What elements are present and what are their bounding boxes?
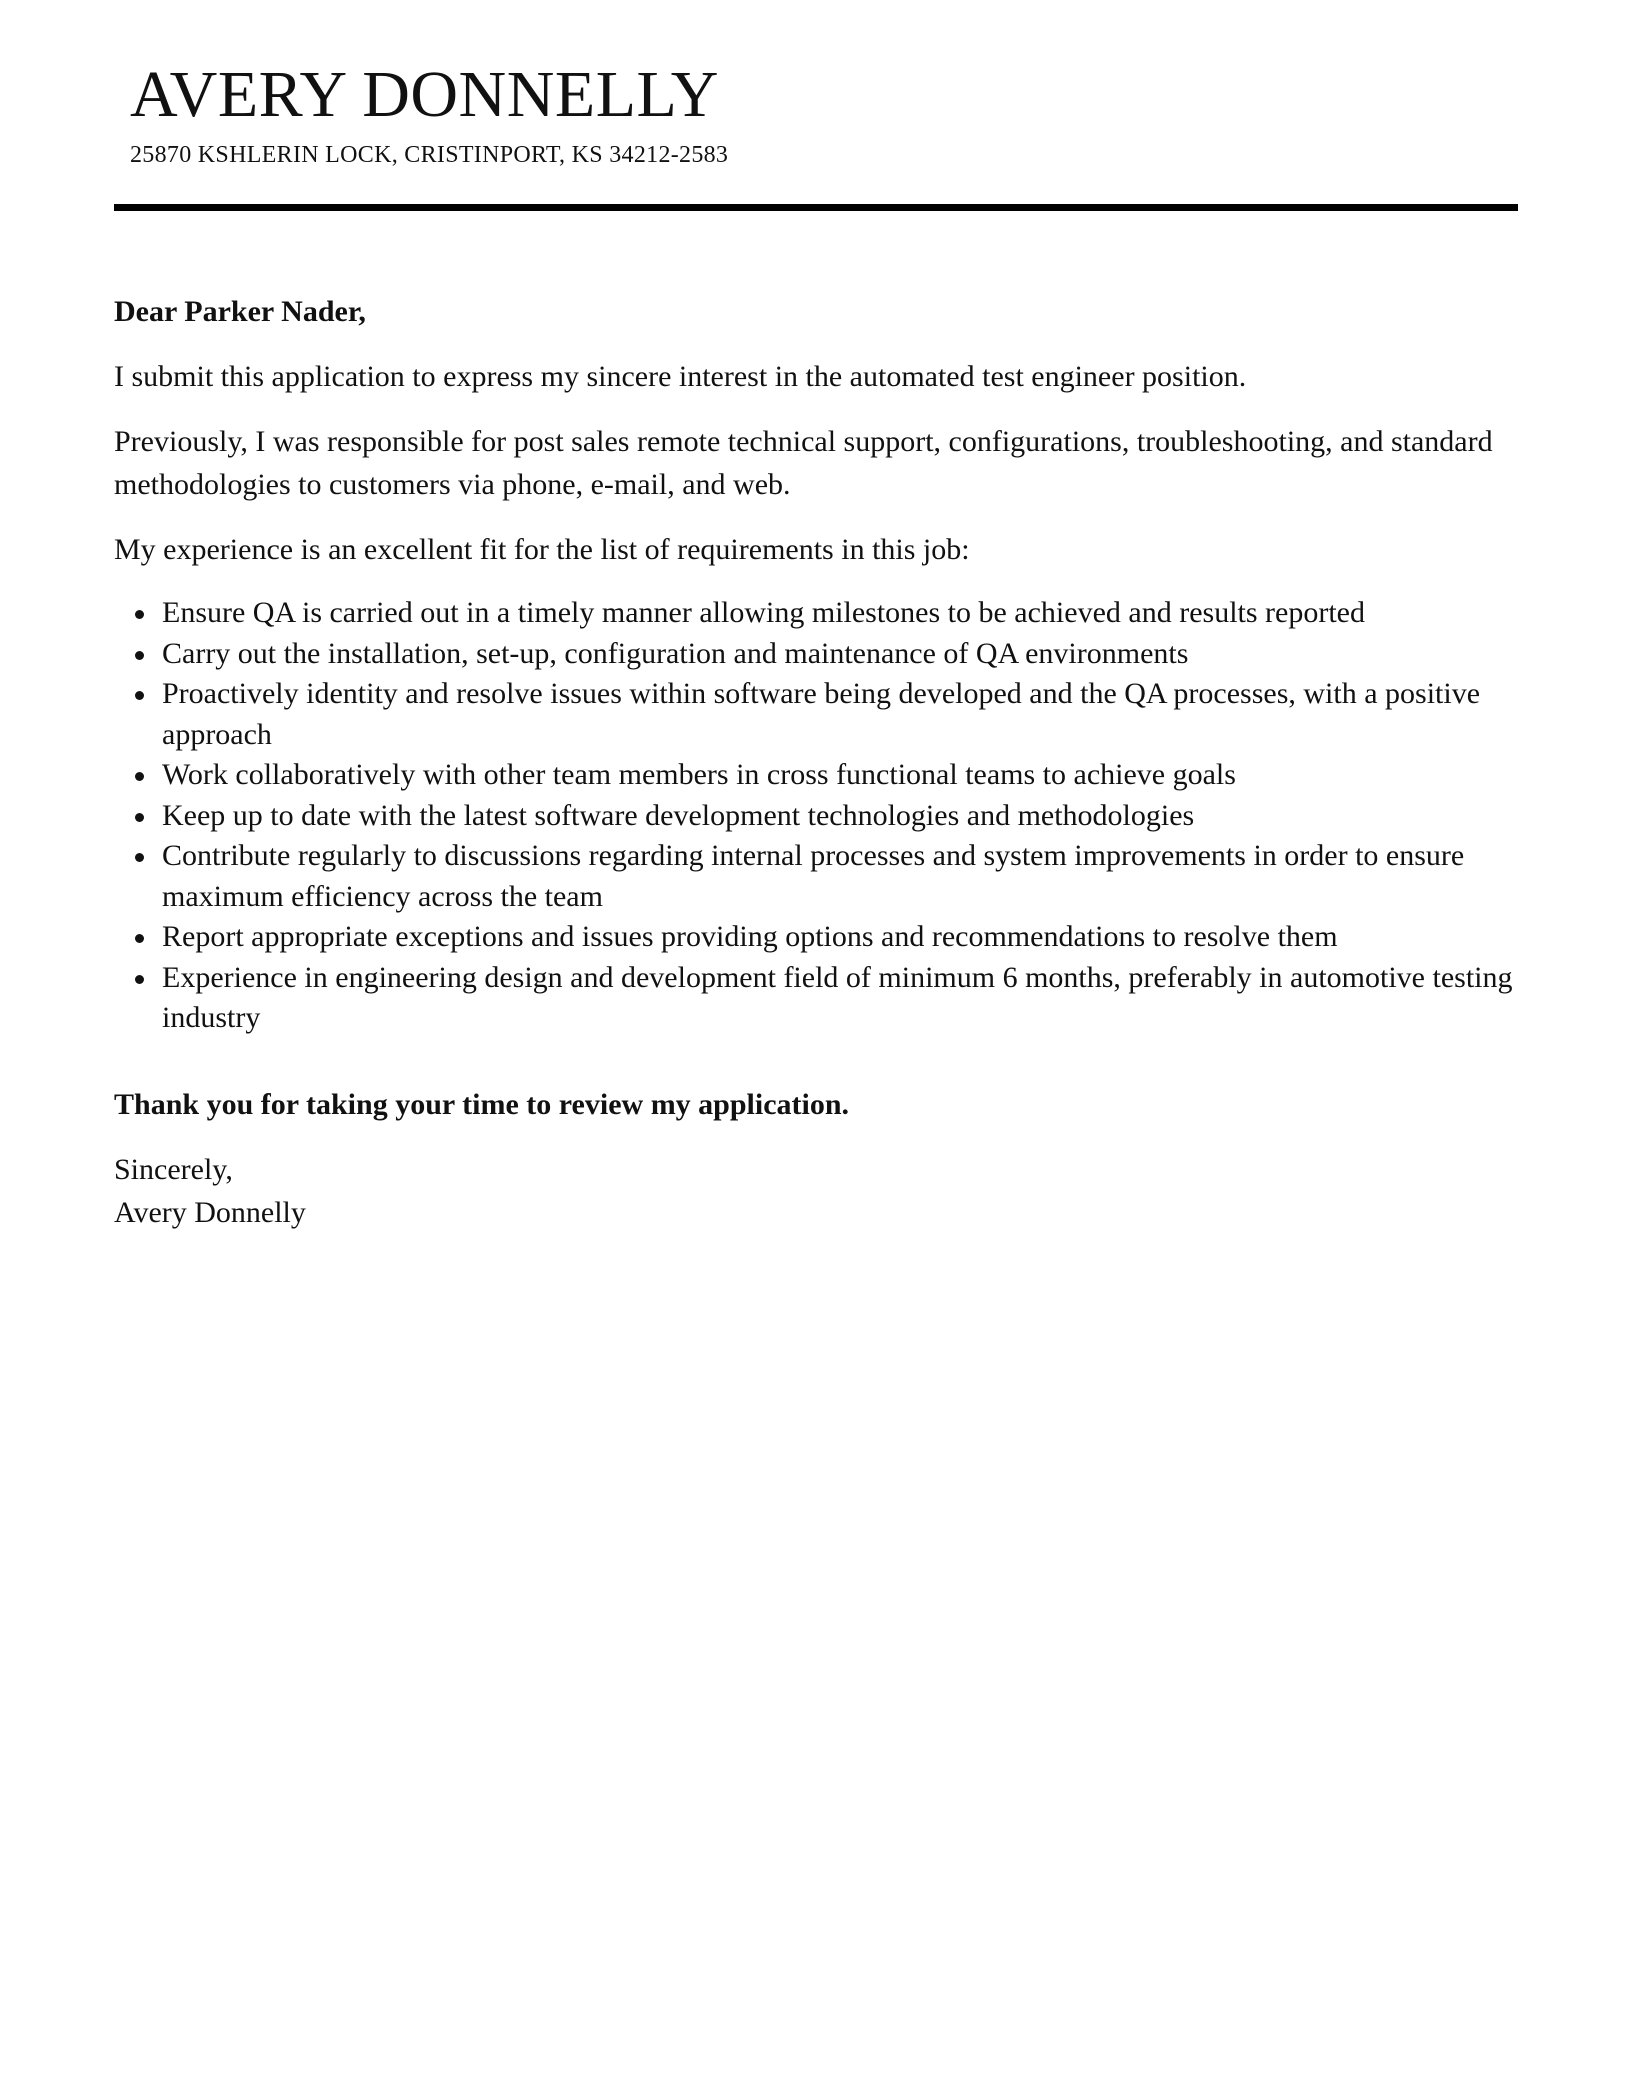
list-item [162, 917, 1524, 958]
paragraph-intro: I submit this application to express my sincere interest in the automated test engineer position. [114, 360, 1247, 393]
applicant-address: 25870 KSHLERIN LOCK, CRISTINPORT, KS 34212-2583 [130, 142, 729, 168]
bullet-icon [135, 813, 144, 822]
list-item-text: Experience in engineering design and development field of minimum 6 months, preferably in automotive testing industry [162, 960, 1513, 1034]
bullet-icon [135, 651, 144, 660]
header-divider [114, 204, 1518, 211]
list-item [162, 674, 1524, 755]
list-item-text: Carry out the installation, set-up, configuration and maintenance of QA environments [162, 636, 1189, 670]
bullet-icon [135, 772, 144, 781]
applicant-name: AVERY DONNELLY [130, 58, 719, 131]
thank-you-line: Thank you for taking your time to review my application. [114, 1087, 850, 1121]
paragraph-requirements-intro: My experience is an excellent fit for the list of requirements in this job: [114, 533, 970, 566]
list-item [162, 796, 1524, 837]
list-item-text: Contribute regularly to discussions regarding internal processes and system improvements in order to ensure maximum efficiency across the team [162, 839, 1465, 913]
salutation: Dear Parker Nader, [114, 295, 366, 328]
list-item [162, 593, 1524, 634]
closing-line: Sincerely, [114, 1152, 233, 1186]
letter-body [114, 290, 1524, 1234]
bullet-icon [135, 975, 144, 984]
bullet-icon [135, 610, 144, 619]
paragraph-experience: Previously, I was responsible for post sales remote technical support, configurations, troubleshooting, and standard methodologies to customers via phone, e-mail, and web. [114, 425, 1493, 501]
bullet-icon [135, 853, 144, 862]
list-item-text: Report appropriate exceptions and issues providing options and recommendations to resolve them [162, 920, 1338, 953]
list-item [162, 755, 1524, 796]
bullet-icon [135, 691, 144, 700]
signature-name: Avery Donnelly [114, 1195, 306, 1229]
letter-header [130, 58, 1530, 169]
list-item-text: Ensure QA is carried out in a timely manner allowing milestones to be achieved and results reported [162, 596, 1365, 629]
requirements-list [114, 593, 1524, 1039]
list-item [162, 836, 1524, 917]
list-item-text: Work collaboratively with other team members in cross functional teams to achieve goals [162, 758, 1236, 791]
list-item [162, 958, 1524, 1039]
list-item [162, 634, 1524, 675]
list-item-text: Proactively identity and resolve issues within software being developed and the QA processes, with a positive approach [162, 677, 1481, 751]
bullet-icon [135, 934, 144, 943]
list-item-text: Keep up to date with the latest software development technologies and methodologies [162, 798, 1195, 832]
